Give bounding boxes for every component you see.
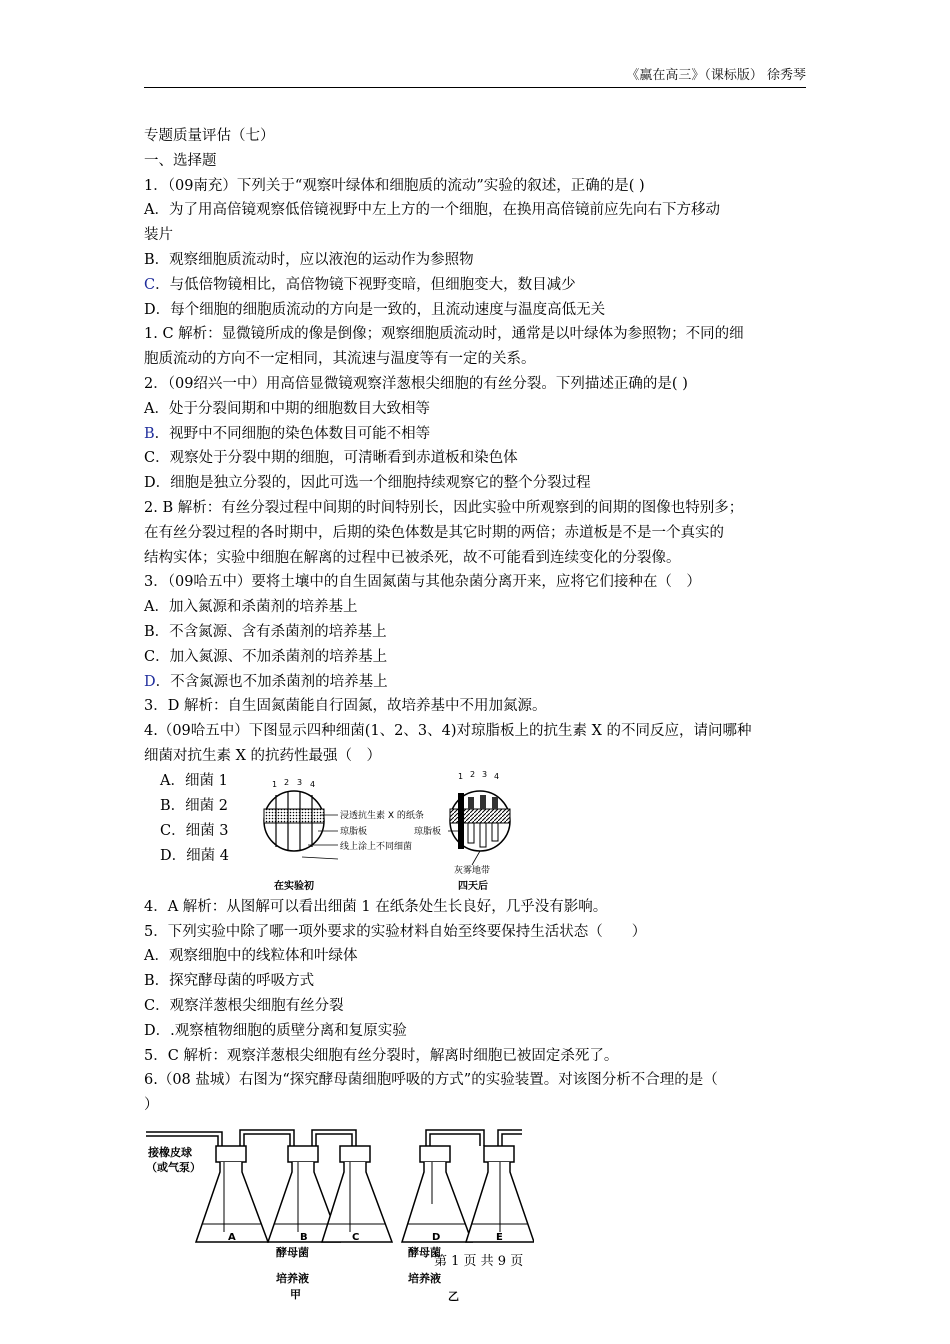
fig1-right-num-1: 1 — [458, 771, 464, 781]
flask-d — [402, 1146, 472, 1242]
document-body — [144, 124, 809, 1264]
flask-e — [466, 1146, 534, 1242]
q2-option-b — [144, 422, 809, 447]
q3-option-a: A．加入氮源和杀菌剂的培养基上 — [144, 599, 358, 616]
q5-option-a: A．观察细胞中的线粒体和叶绿体 — [144, 948, 358, 965]
q6-stem-2: ） — [144, 1097, 159, 1114]
q4-option-c: C．细菌 3 — [160, 822, 229, 839]
q1-stem: 1．（09南充）下列关于“观察叶绿体和细胞质的流动”实验的叙述，正确的是( ) — [144, 177, 645, 194]
q3-option-b: B．不含氮源、含有杀菌剂的培养基上 — [144, 623, 387, 640]
q2-explanation-3: 结构实体；实验中细胞在解离的过程中已被杀死，故不可能看到连续变化的分裂像。 — [144, 549, 681, 566]
fig1-right-num-3: 3 — [482, 769, 488, 779]
q5-option-b: B．探究酵母菌的呼吸方式 — [144, 973, 315, 990]
q4-explanation: 4．A 解析：从图解可以看出细菌 1 在纸条处生长良好，几乎没有影响。 — [144, 898, 608, 915]
fig2-flask-b: B — [300, 1231, 308, 1243]
fig1-right-num-2: 2 — [470, 769, 476, 779]
q1-option-b: B．观察细胞质流动时，应以液泡的运动作为参照物 — [144, 251, 474, 268]
fig2-flask-e: E — [496, 1231, 503, 1243]
q4-option-d: D．细菌 4 — [160, 847, 229, 864]
q2-explanation-1: 2. B 解析：有丝分裂过程中间期的时间特别长，因此实验中所观察到的间期的图像也特别多； — [144, 499, 744, 516]
fig2-flask-a: A — [228, 1231, 236, 1243]
fig1-caption-right: 四天后 — [458, 880, 488, 892]
fig2-yeast-label-2: 酵母菌 — [408, 1245, 441, 1259]
dish-after-four-days — [450, 791, 510, 851]
section-heading: 一、选择题 — [144, 152, 217, 169]
q3-option-d-text: ．不含氮源也不加杀菌剂的培养基上 — [155, 673, 388, 690]
q2-explanation-2: 在有丝分裂过程的各时期中，后期的染色体数是其它时期的两倍；赤道板是不是一个真实的 — [144, 524, 724, 541]
q2-stem: 2．（09绍兴一中）用高倍显微镜观察洋葱根尖细胞的有丝分裂。下列描述正确的是( ) — [144, 375, 688, 392]
flask-c — [322, 1146, 392, 1242]
fig2-pump-label-2: （或气泵） — [146, 1160, 201, 1174]
q4-stem-1: 4.（09哈五中）下图显示四种细菌(1、2、3、4)对琼脂板上的抗生素 X 的不同反应，请问哪种 — [144, 723, 752, 740]
q2-option-b-text: ．视野中不同细胞的染色体数目可能不相等 — [154, 425, 431, 442]
fig2-group-label-1: 甲 — [290, 1288, 301, 1301]
q1-option-c-text: ．与低倍物镜相比，高倍物镜下视野变暗，但细胞变大，数目减少 — [155, 276, 576, 293]
q3-option-d — [144, 670, 809, 695]
fig1-caption-left: 在实验初 — [274, 880, 314, 892]
fig1-label-line: 线上涂上不同细菌 — [340, 841, 413, 852]
q4-figure-block — [144, 769, 809, 895]
q3-option-c: C．加入氮源、不加杀菌剂的培养基上 — [144, 648, 388, 665]
fig1-label-agar-right: 琼脂板 — [414, 826, 442, 837]
yeast-respiration-apparatus-figure — [144, 1124, 534, 1264]
q2-option-b-letter: B — [144, 425, 155, 442]
fig2-group-label-2: 乙 — [448, 1290, 459, 1303]
q5-explanation: 5．C 解析：观察洋葱根尖细胞有丝分裂时，解离时细胞已被固定杀死了。 — [144, 1047, 619, 1064]
q5-option-c: C．观察洋葱根尖细胞有丝分裂 — [144, 997, 344, 1014]
fig1-label-agar-left: 琼脂板 — [340, 826, 368, 837]
q3-explanation: 3．D 解析：自生固氮菌能自行固氮，故培养基中不用加氮源。 — [144, 698, 547, 715]
fig2-medium-label-1: 培养液 — [276, 1272, 309, 1285]
q3-option-d-letter: D — [144, 673, 156, 690]
fig1-label-strip: 浸透抗生素 X 的纸条 — [340, 810, 424, 821]
flask-a — [196, 1146, 268, 1242]
q2-option-c: C．观察处于分裂中期的细胞，可清晰看到赤道板和染色体 — [144, 450, 518, 467]
antibiotic-bacteria-figure — [262, 769, 532, 895]
page-header: 《赢在高三》（课标版） 徐秀琴 — [144, 64, 806, 88]
q3-stem: 3．（09哈五中）要将土壤中的自生固氮菌与其他杂菌分离开来，应将它们接种在（ ） — [144, 574, 701, 591]
fig1-right-num-4: 4 — [494, 771, 500, 781]
q1-option-a: A．为了用高倍镜观察低倍镜视野中左上方的一个细胞，在换用高倍镜前应先向右下方移动 — [144, 202, 720, 219]
fig1-num-2: 2 — [284, 777, 290, 787]
q1-option-c — [144, 273, 809, 298]
q1-option-a-cont: 装片 — [144, 227, 173, 244]
doc-title: 专题质量评估（七） — [144, 128, 275, 144]
fig1-num-1: 1 — [272, 779, 278, 789]
fig2-medium-label-2: 培养液 — [408, 1272, 441, 1285]
q1-option-c-letter: C — [144, 276, 156, 293]
fig2-yeast-label-1: 酵母菌 — [276, 1245, 309, 1259]
q5-stem: 5．下列实验中除了哪一项外要求的实验材料自始至终要保持生活状态（ ） — [144, 923, 647, 940]
fig1-num-4: 4 — [310, 779, 316, 789]
q4-option-a: A．细菌 1 — [160, 772, 228, 789]
q1-option-d: D．每个细胞的细胞质流动的方向是一致的，且流动速度与温度高低无关 — [144, 301, 606, 318]
fig2-flask-c: C — [352, 1231, 360, 1243]
fig2-pump-label-1: 接橡皮球 — [148, 1145, 192, 1159]
q1-explanation-2: 胞质流动的方向不一定相同，其流速与温度等有一定的关系。 — [144, 351, 536, 368]
fig1-label-haze: 灰雾地带 — [454, 865, 491, 876]
q1-explanation-1: 1. C 解析：显微镜所成的像是倒像；观察细胞质流动时，通常是以叶绿体为参照物；不同的细 — [144, 326, 744, 343]
fig2-flask-d: D — [432, 1231, 441, 1243]
q5-option-d: D．.观察植物细胞的质壁分离和复原实验 — [144, 1022, 407, 1039]
q4-option-b: B．细菌 2 — [160, 797, 228, 814]
apparatus-tubing — [146, 1130, 522, 1146]
q2-option-d: D．细胞是独立分裂的，因此可选一个细胞持续观察它的整个分裂过程 — [144, 475, 591, 492]
q4-options — [160, 769, 229, 869]
q6-stem-1: 6.（08 盐城）右图为“探究酵母菌细胞呼吸的方式”的实验装置。对该图分析不合理的是（ — [144, 1072, 718, 1089]
fig1-num-3: 3 — [297, 777, 303, 787]
dish-initial — [264, 791, 324, 851]
q4-stem-2: 细菌对抗生素 X 的抗药性最强（ ） — [144, 747, 382, 764]
page-footer: 第 1 页 共 9 页 — [434, 1254, 524, 1269]
q2-option-a: A．处于分裂间期和中期的细胞数目大致相等 — [144, 400, 430, 417]
